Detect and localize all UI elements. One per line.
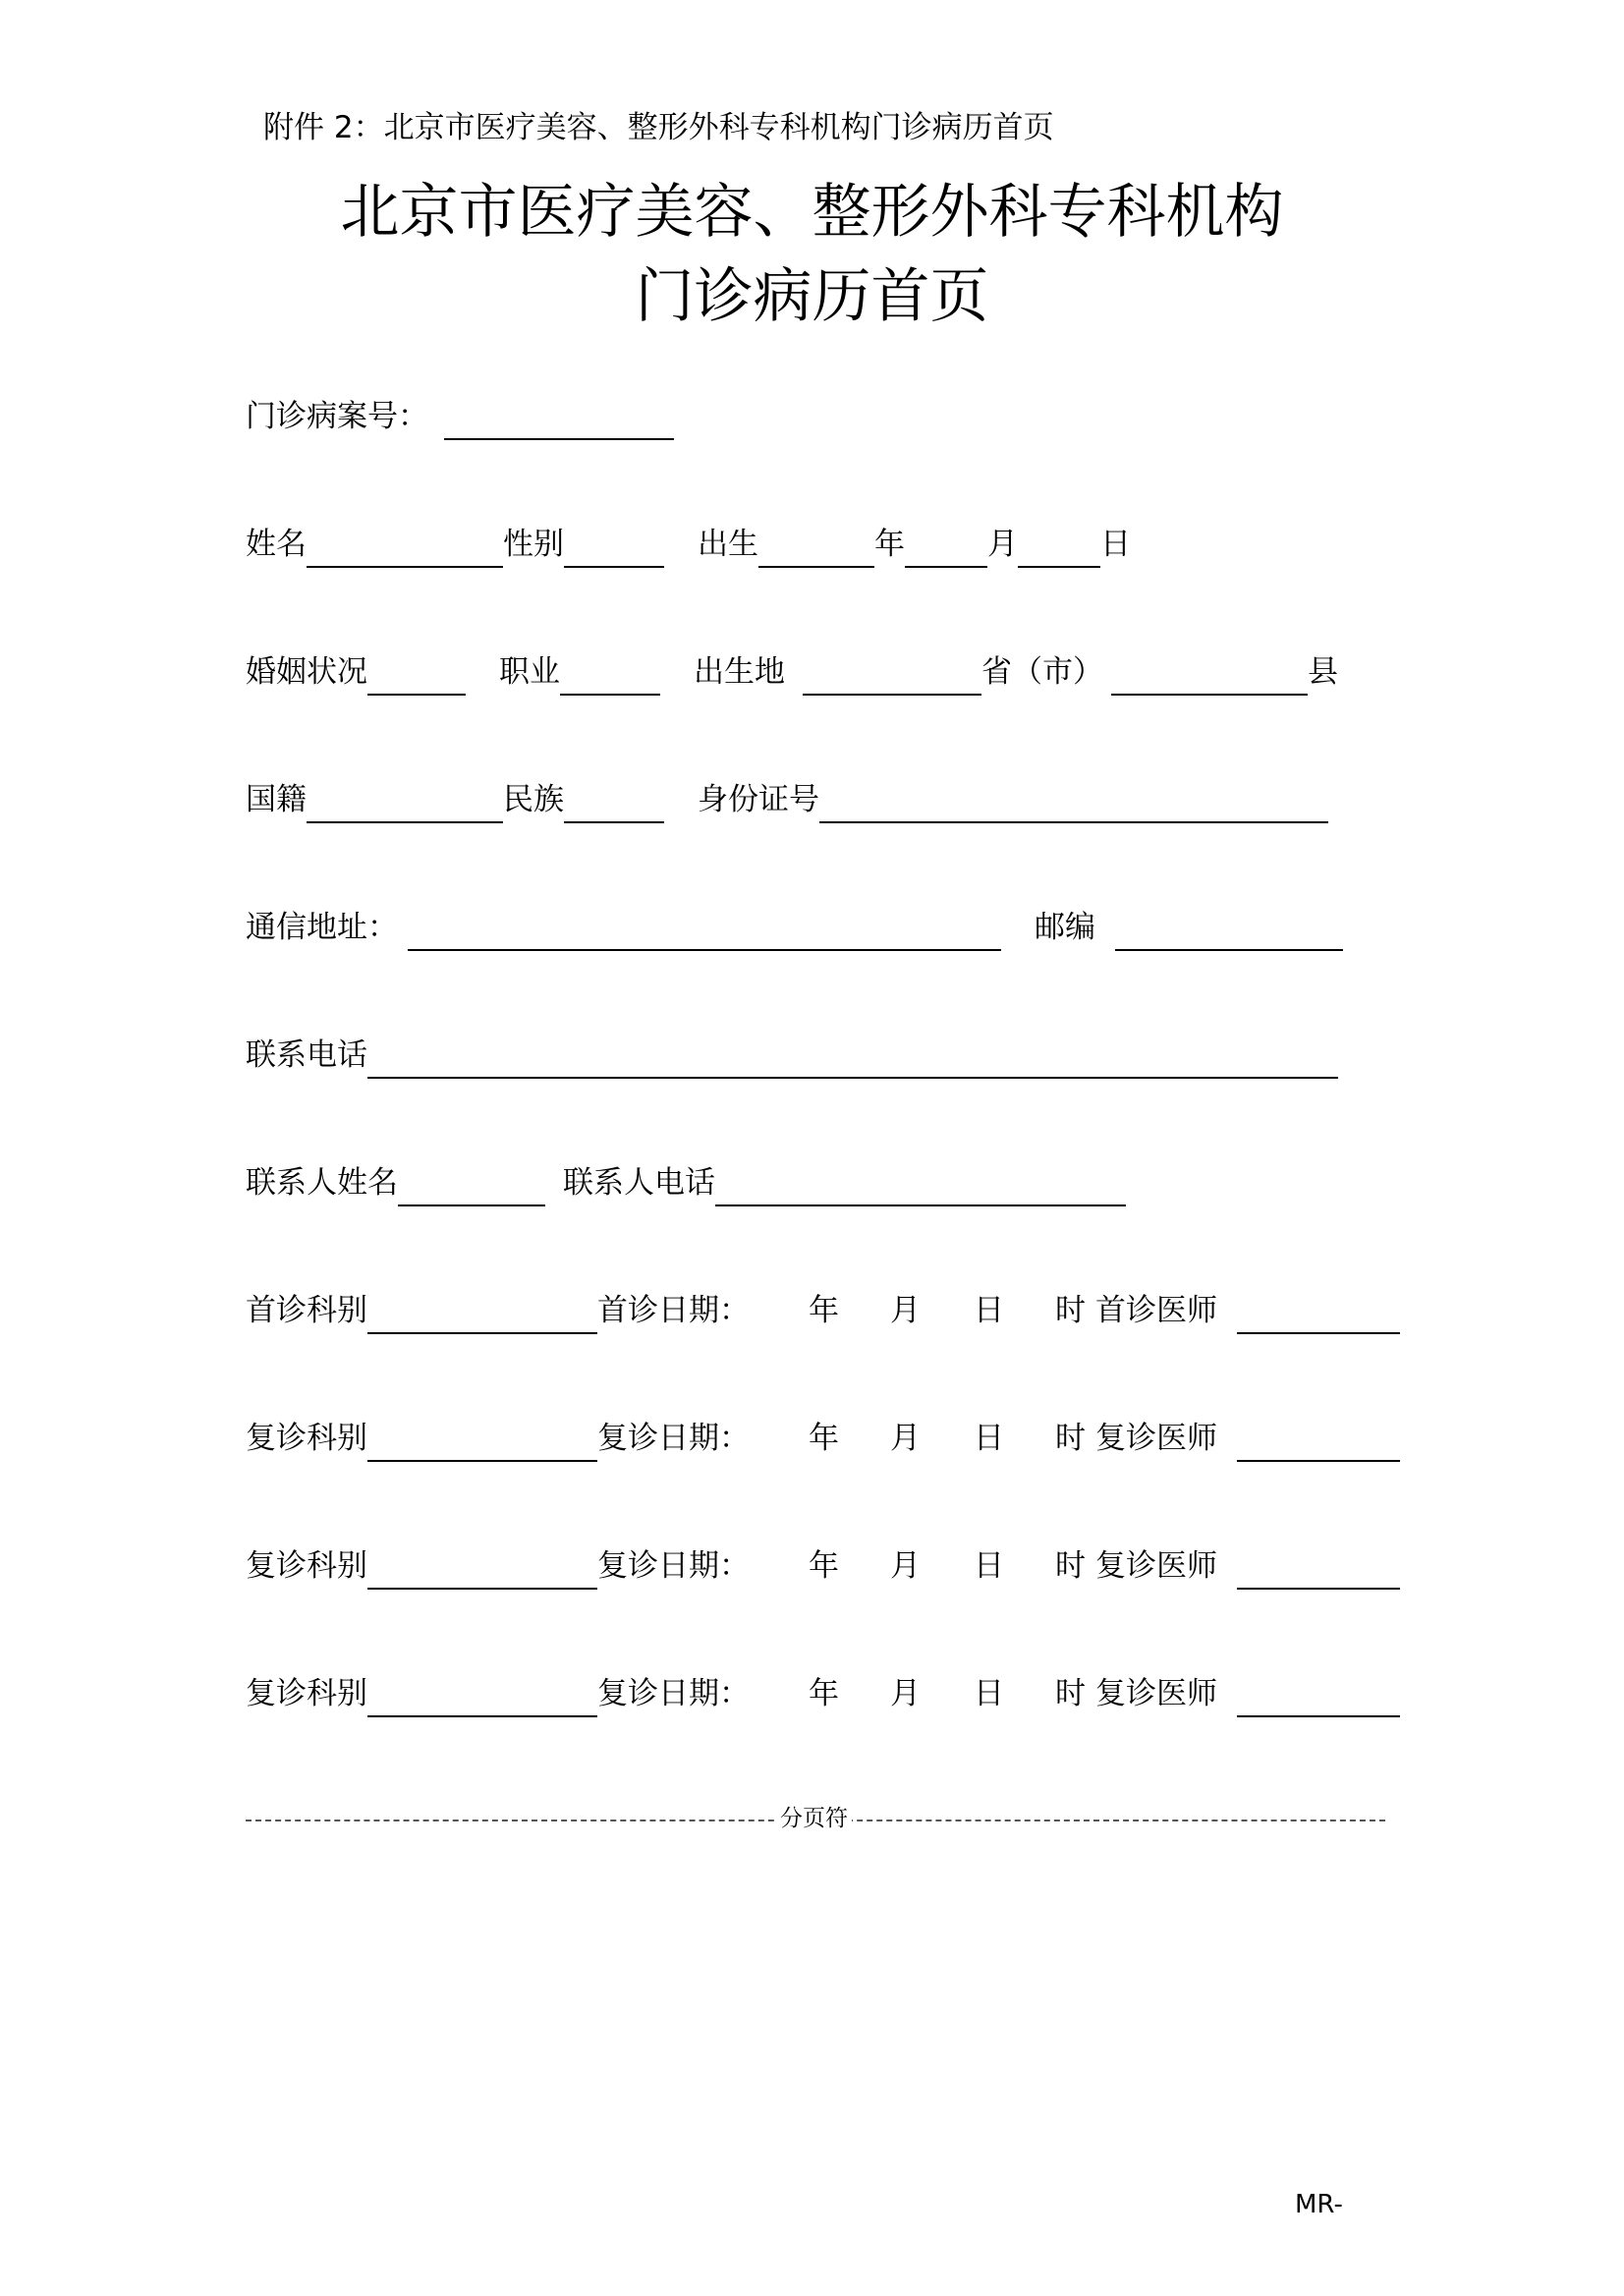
visit-doctor-label: 首诊医师 [1095,1293,1217,1328]
contact-row [246,1157,1126,1206]
personal-info-row [246,646,1338,696]
document-title-line-2: 门诊病历首页 [635,262,989,331]
province-label: 省（市） [981,654,1103,690]
visit-doctor-field[interactable] [1237,1674,1400,1717]
address-row [246,902,1343,951]
visit-date-label: 复诊日期： [597,1548,750,1584]
marital-status-label: 婚姻状况 [246,654,367,690]
visit-date-label: 首诊日期： [597,1293,750,1328]
phone-field[interactable] [367,1036,1338,1079]
visit-day-label: 日 [974,1548,1004,1584]
postcode-field[interactable] [1115,908,1343,951]
phone-row [246,1030,1338,1079]
visit-hour-label: 时 [1055,1676,1086,1711]
basic-info-row [246,519,1131,568]
visit-month-label: 月 [890,1676,921,1711]
annex-header: 附件 2：北京市医疗美容、整形外科专科机构门诊病历首页 [263,110,1054,145]
case-number-row [246,391,674,440]
postcode-label: 邮编 [1035,910,1095,945]
visit-day-label: 日 [974,1676,1004,1711]
visit-doctor-label: 复诊医师 [1095,1676,1217,1711]
visit-dept-label: 复诊科别 [246,1676,367,1711]
nationality-label: 国籍 [246,782,307,817]
visit-row [246,1540,1400,1590]
birthplace-province-field[interactable] [803,652,981,696]
contact-name-label: 联系人姓名 [246,1165,398,1201]
county-label: 县 [1308,654,1338,690]
birth-day-field[interactable] [1018,525,1100,568]
birth-label: 出生 [698,527,758,562]
address-label: 通信地址： [246,910,398,945]
visit-dept-label: 复诊科别 [246,1548,367,1584]
id-number-field[interactable] [819,780,1328,823]
case-number-field[interactable] [444,397,674,440]
visit-row [246,1668,1400,1717]
page-break [246,1804,1385,1833]
id-number-label: 身份证号 [698,782,819,817]
name-label: 姓名 [246,527,307,562]
footer-code: MR- [1295,2190,1343,2219]
visit-day-label: 日 [974,1421,1004,1456]
name-field[interactable] [307,525,503,568]
visit-row [246,1413,1400,1462]
address-field[interactable] [408,908,1001,951]
identity-row [246,774,1328,823]
birthplace-county-field[interactable] [1111,652,1308,696]
contact-phone-label: 联系人电话 [563,1165,715,1201]
page-break-label: 分页符 [776,1804,852,1833]
visit-dept-field[interactable] [367,1291,597,1334]
nationality-field[interactable] [307,780,503,823]
visit-dept-field[interactable] [367,1546,597,1590]
phone-label: 联系电话 [246,1037,367,1073]
contact-name-field[interactable] [398,1163,545,1206]
visit-doctor-field[interactable] [1237,1419,1400,1462]
visit-dept-field[interactable] [367,1674,597,1717]
visit-row [246,1285,1400,1334]
visit-day-label: 日 [974,1293,1004,1328]
visit-doctor-field[interactable] [1237,1546,1400,1590]
visit-date-label: 复诊日期： [597,1676,750,1711]
visit-year-label: 年 [809,1421,839,1456]
visit-date-label: 复诊日期： [597,1421,750,1456]
document-title-line-1: 北京市医疗美容、整形外科专科机构 [340,178,1284,247]
case-number-label: 门诊病案号： [246,399,428,434]
birth-day-label: 日 [1100,527,1131,562]
visit-year-label: 年 [809,1548,839,1584]
visit-dept-field[interactable] [367,1419,597,1462]
visit-doctor-label: 复诊医师 [1095,1548,1217,1584]
birth-year-label: 年 [874,527,905,562]
marital-status-field[interactable] [367,652,466,696]
contact-phone-field[interactable] [715,1163,1126,1206]
visit-doctor-label: 复诊医师 [1095,1421,1217,1456]
birth-year-field[interactable] [758,525,874,568]
gender-label: 性别 [503,527,564,562]
visit-doctor-field[interactable] [1237,1291,1400,1334]
occupation-label: 职业 [499,654,560,690]
visit-hour-label: 时 [1055,1421,1086,1456]
visit-year-label: 年 [809,1676,839,1711]
visit-month-label: 月 [890,1548,921,1584]
visit-year-label: 年 [809,1293,839,1328]
birthplace-label: 出生地 [694,654,785,690]
ethnicity-label: 民族 [503,782,564,817]
visit-hour-label: 时 [1055,1293,1086,1328]
birth-month-label: 月 [987,527,1018,562]
visit-dept-label: 首诊科别 [246,1293,367,1328]
visit-month-label: 月 [890,1421,921,1456]
visit-month-label: 月 [890,1293,921,1328]
gender-field[interactable] [564,525,664,568]
birth-month-field[interactable] [905,525,987,568]
occupation-field[interactable] [560,652,660,696]
ethnicity-field[interactable] [564,780,664,823]
visit-hour-label: 时 [1055,1548,1086,1584]
visit-dept-label: 复诊科别 [246,1421,367,1456]
